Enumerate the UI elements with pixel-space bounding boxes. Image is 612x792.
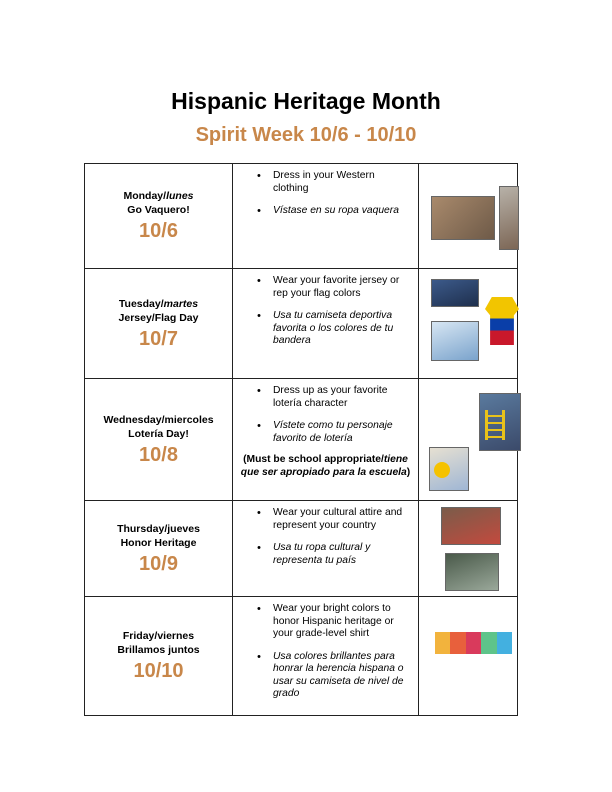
cultural-attire-photo (441, 507, 501, 545)
day-cell (85, 164, 233, 269)
page-subtitle: Spirit Week 10/6 - 10/10 (195, 124, 417, 146)
image-cell (419, 164, 518, 269)
bullet-english: • Wear your favorite jersey or rep your flag colors (239, 275, 412, 300)
day-date: 10/9 (139, 552, 178, 575)
note-english: (Must be school appropriate/ (243, 454, 384, 465)
bright-colors-bar (435, 632, 512, 654)
color-swatch (450, 632, 465, 654)
table-row (85, 597, 518, 716)
description-cell (233, 269, 419, 379)
color-swatch (435, 632, 450, 654)
day-name-spanish: lunes (166, 190, 194, 202)
note-close: ) (406, 467, 411, 478)
bullet-english: • Dress up as your favorite lotería character (239, 385, 412, 410)
flag-shirt-image (485, 297, 519, 345)
day-name-spanish: martes (163, 297, 199, 310)
description-cell (233, 501, 419, 597)
vaquero-photo (499, 186, 519, 250)
bullet-spanish: • Vístete como tu personaje favorito de lotería (239, 420, 412, 445)
color-swatch (466, 632, 481, 654)
day-name: Friday/viernes (122, 629, 195, 642)
day-theme: Brillamos juntos (117, 643, 200, 656)
bullet-spanish: • Vístase en su ropa vaquera (239, 205, 412, 218)
table-row (85, 164, 518, 269)
image-cell (419, 269, 518, 379)
day-theme: Honor Heritage (120, 536, 197, 549)
spirit-week-table (84, 163, 518, 716)
day-date: 10/10 (133, 659, 184, 682)
day-date: 10/8 (139, 443, 178, 466)
loteria-photo (429, 447, 469, 491)
description-cell (233, 379, 419, 501)
bullet-spanish: • Usa colores brillantes para honrar la herencia hispana o usar su camiseta de nivel de grado (239, 651, 412, 701)
image-cell (419, 379, 518, 501)
table-row (85, 379, 518, 501)
bullet-english: • Wear your cultural attire and represent your country (239, 507, 412, 532)
page-title: Hispanic Heritage Month (171, 88, 441, 114)
appropriate-note (239, 453, 412, 479)
day-date: 10/7 (139, 327, 178, 350)
day-cell (85, 379, 233, 501)
description-cell (233, 597, 419, 716)
color-swatch (497, 632, 512, 654)
day-name: Wednesday/miercoles (103, 413, 214, 426)
day-theme: Jersey/Flag Day (118, 311, 199, 324)
color-swatch (481, 632, 496, 654)
jersey-photo (431, 321, 479, 361)
day-date: 10/6 (139, 220, 178, 242)
day-theme: Lotería Day! (128, 427, 189, 440)
table-row (85, 269, 518, 379)
image-cell (419, 597, 518, 716)
day-cell (85, 501, 233, 597)
day-cell (85, 269, 233, 379)
vaquero-photo (431, 196, 495, 240)
bullet-spanish: • Usa tu camiseta deportiva favorita o los colores de tu bandera (239, 310, 412, 348)
table-row (85, 501, 518, 597)
day-name: Monday/ (123, 190, 167, 202)
day-cell (85, 597, 233, 716)
day-name: Thursday/jueves (117, 522, 200, 535)
sun-icon (434, 462, 450, 478)
day-name: Tuesday/ (118, 297, 164, 310)
description-cell (233, 164, 419, 269)
day-theme: Go Vaquero! (127, 204, 190, 216)
image-cell (419, 501, 518, 597)
bullet-english: • Wear your bright colors to honor Hispanic heritage or your grade-level shirt (239, 603, 412, 641)
bullet-spanish: • Usa tu ropa cultural y representa tu país (239, 542, 412, 567)
bullet-english: • Dress in your Western clothing (239, 170, 412, 195)
cultural-attire-photo (445, 553, 499, 591)
jersey-photo (431, 279, 479, 307)
loteria-photo (479, 393, 521, 451)
note-spanish: tiene que ser apropiado para la escuela (240, 454, 408, 478)
ladder-icon (485, 410, 505, 440)
